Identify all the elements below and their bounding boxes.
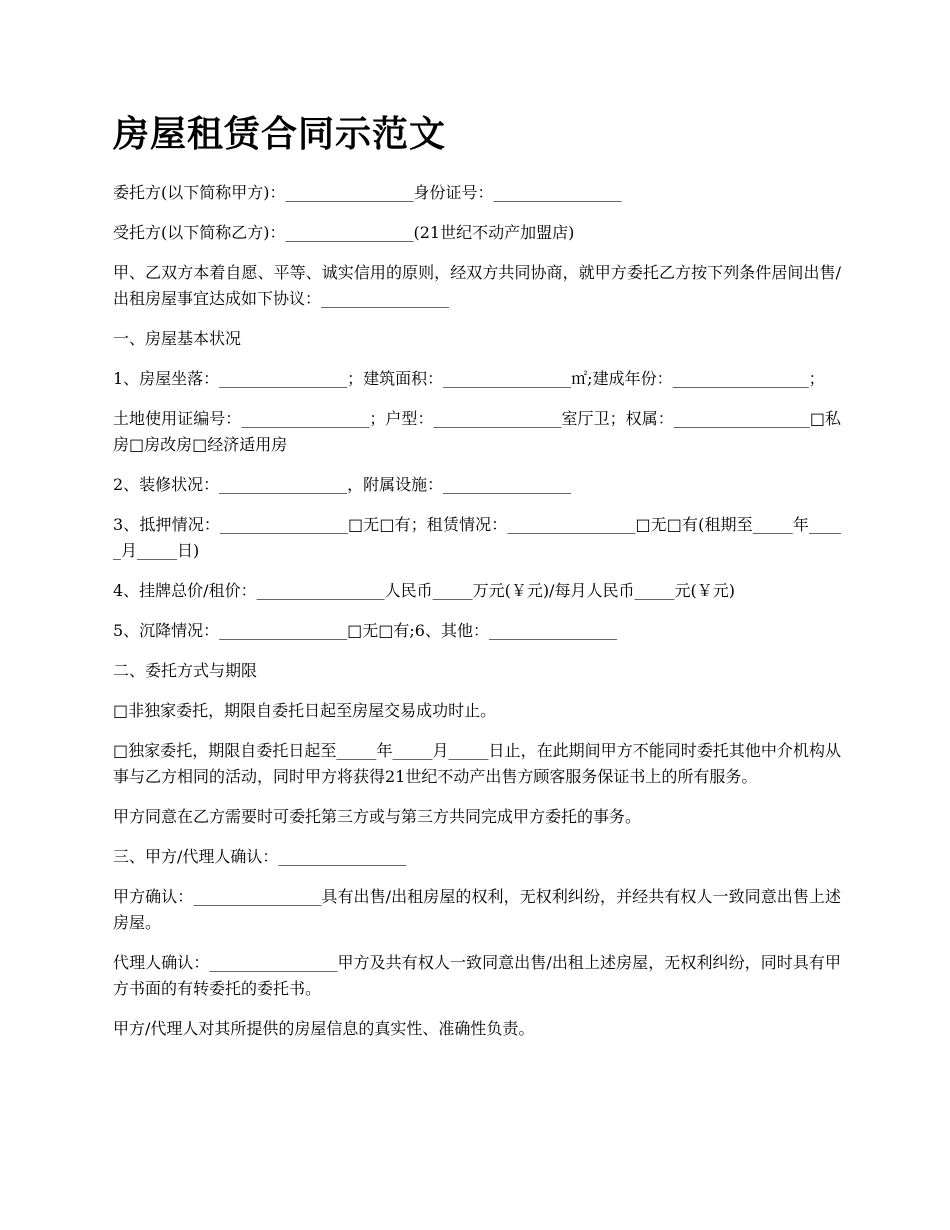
paragraph-land-certificate: 土地使用证编号：________________；户型：________________室厅卫；权属：_________________□私房□房改房□经济适用房: [113, 409, 841, 454]
paragraph-settlement: 5、沉降情况：________________□无□有;6、其他：________________: [113, 621, 617, 640]
paragraph-third-party: 甲方同意在乙方需要时可委托第三方或与第三方共同完成甲方委托的事务。: [113, 807, 642, 826]
paragraph-preamble: 甲、乙双方本着自愿、平等、诚实信用的原则，经双方共同协商，就甲方委托乙方按下列条件居间出售/出租房屋事宜达成如下协议：________________: [113, 263, 841, 308]
paragraph-non-exclusive: □非独家委托，期限自委托日起至房屋交易成功时止。: [113, 701, 497, 720]
paragraph-responsibility: 甲方/代理人对其所提供的房屋信息的真实性、准确性负责。: [113, 1019, 535, 1038]
document-page: [113, 110, 841, 1056]
paragraph-location: 1、房屋坐落：________________；建筑面积：________________㎡;建成年份：_________________；: [113, 369, 825, 388]
paragraph-agent-confirm: 代理人确认：________________甲方及共有权人一致同意出售/出租上述房屋，无权利纠纷，同时具有甲方书面的有转委托的委托书。: [113, 953, 841, 998]
paragraph-principal-confirm: 甲方确认：________________具有出售/出租房屋的权利，无权利纠纷，并经共有权人一致同意出售上述房屋。: [113, 887, 841, 932]
paragraph-price: 4、挂牌总价/租价：________________人民币_____万元(￥元)/每月人民币_____元(￥元): [113, 581, 735, 600]
section-heading-1: 一、房屋基本状况: [113, 329, 242, 348]
section-heading-2: 二、委托方式与期限: [113, 661, 258, 680]
section-heading-3: 三、甲方/代理人确认：________________: [113, 847, 407, 866]
paragraph-mortgage: 3、抵押情况：________________□无□有；租赁情况：________________□无□有(租期至_____年_____月_____日): [113, 515, 841, 560]
paragraph-exclusive: □独家委托，期限自委托日起至_____年_____月_____日止，在此期间甲方不能同时委托其他中介机构从事与乙方相同的活动，同时甲方将获得21世纪不动产出售方顾客服务保证书上的所有服务。: [113, 741, 841, 786]
paragraph-decoration: 2、装修状况：________________，附属设施：________________: [113, 475, 572, 494]
paragraph-principal: 委托方(以下简称甲方)：________________身份证号：________________: [113, 183, 622, 202]
paragraph-agent: 受托方(以下简称乙方)：________________(21世纪不动产加盟店): [113, 223, 575, 242]
document-title: 房屋租赁合同示范文: [113, 113, 447, 155]
